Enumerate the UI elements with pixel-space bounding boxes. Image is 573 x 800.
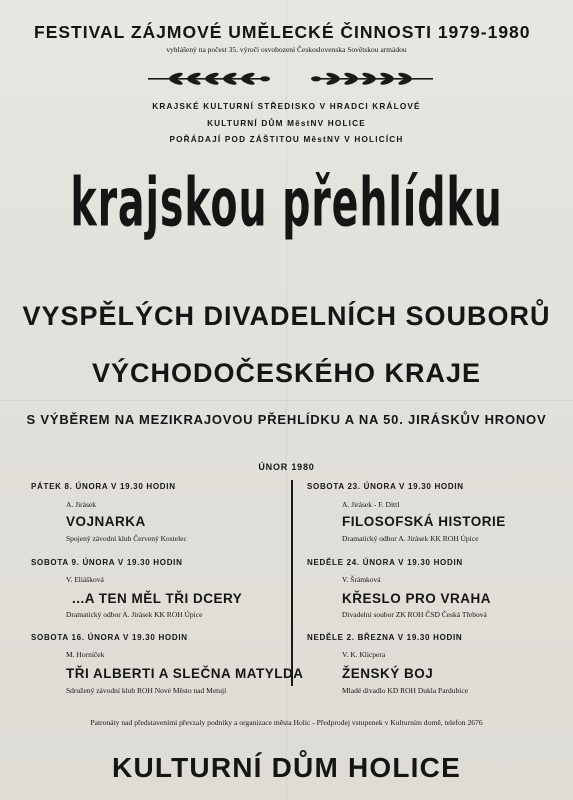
event-date: SOBOTA 9. ÚNORA V 19.30 HODIN xyxy=(31,558,183,567)
event-date: SOBOTA 23. ÚNORA V 19.30 HODIN xyxy=(307,482,464,491)
festival-title: FESTIVAL ZÁJMOVÉ UMĚLECKÉ ČINNOSTI 1979-1980 xyxy=(34,22,531,42)
event-author: V. Šrámková xyxy=(342,575,381,584)
event-author: V. Eliášková xyxy=(66,575,104,584)
organizer-line-1: KRAJSKÉ KULTURNÍ STŘEDISKO V HRADCI KRÁLOVÉ xyxy=(152,102,421,111)
event-title: ŽENSKÝ BOJ xyxy=(342,666,434,681)
event-ensemble: Spojený závodní klub Červený Kostelec xyxy=(66,534,187,543)
event-author: A. Jirásek xyxy=(66,500,96,509)
month-heading: ÚNOR 1980 xyxy=(258,462,315,472)
venue-name: KULTURNÍ DŮM HOLICE xyxy=(112,752,461,783)
event-ensemble: Sdružený závodní klub ROH Nové Město nad Metují xyxy=(66,686,227,695)
event-ensemble: Dramatický odbor A. Jirásek KK ROH Úpice xyxy=(66,610,203,619)
patronage-note: Patronáty nad představeními převzaly podniky a organizace města Holic - Předprodej vstupenek v Kulturním domě, telefon 2676 xyxy=(90,718,483,727)
event-title: VOJNARKA xyxy=(66,514,146,529)
headline: krajskou přehlídku xyxy=(70,163,503,242)
dedication-line: vyhlášený na počest 35. výročí osvobození Československa Sovětskou armádou xyxy=(166,45,407,54)
selection-line: S VÝBĚREM NA MEZIKRAJOVOU PŘEHLÍDKU A NA 50. JIRÁSKŮV HRONOV xyxy=(26,412,547,427)
subtitle-line-1: VYSPĚLÝCH DIVADELNÍCH SOUBORŮ xyxy=(22,301,551,331)
event-title: ...A TEN MĚL TŘI DCERY xyxy=(72,591,243,606)
event-date: SOBOTA 16. ÚNORA V 19.30 HODIN xyxy=(31,633,188,642)
event-author: M. Horníček xyxy=(66,650,105,659)
column-divider xyxy=(291,480,293,686)
event-author: V. K. Klicpera xyxy=(342,650,386,659)
event-title: FILOSOFSKÁ HISTORIE xyxy=(342,514,506,529)
subtitle-line-2: VÝCHODOČESKÉHO KRAJE xyxy=(91,358,482,388)
event-ensemble: Divadelní soubor ZK ROH ČSD Česká Třebová xyxy=(342,610,487,619)
fold-line-horizontal xyxy=(0,400,573,401)
event-ensemble: Dramatický odbor A. Jirásek KK ROH Úpice xyxy=(342,534,479,543)
organizer-line-3: POŘÁDAJÍ POD ZÁŠTITOU MěstNV V HOLICÍCH xyxy=(169,135,404,144)
event-date: PÁTEK 8. ÚNORA V 19.30 HODIN xyxy=(31,482,176,491)
event-author: A. Jirásek - F. Dittl xyxy=(342,500,400,509)
event-date: NEDĚLE 24. ÚNORA V 19.30 HODIN xyxy=(307,558,463,567)
organizer-line-2: KULTURNÍ DŮM MěstNV HOLICE xyxy=(207,119,366,128)
event-title: TŘI ALBERTI A SLEČNA MATYLDA xyxy=(66,666,304,681)
laurel-ornament xyxy=(148,70,433,88)
event-title: KŘESLO PRO VRAHA xyxy=(342,591,492,606)
event-ensemble: Mladé divadlo KD ROH Dukla Pardubice xyxy=(342,686,469,695)
event-date: NEDĚLE 2. BŘEZNA V 19.30 HODIN xyxy=(307,633,463,642)
